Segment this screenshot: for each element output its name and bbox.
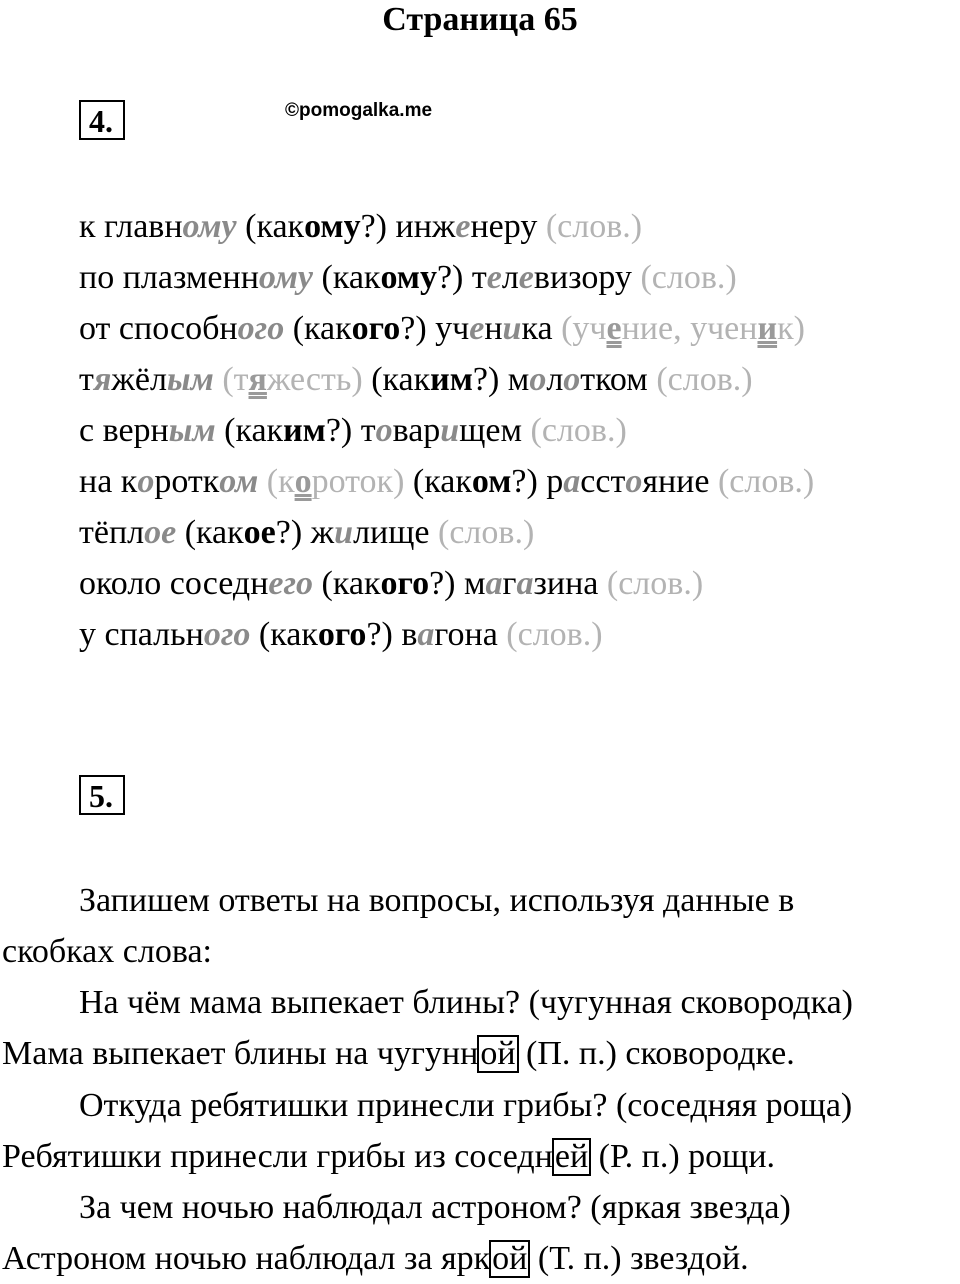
note-text: к)	[777, 310, 805, 347]
word-text: ?) т	[325, 412, 376, 449]
note-text: (т	[222, 361, 249, 398]
word-text: от способн	[79, 310, 238, 347]
word-text: вар	[392, 412, 441, 449]
word-text: г	[502, 565, 517, 602]
note-text: (слов.)	[606, 565, 704, 602]
word-text: по плазменн	[79, 259, 259, 296]
highlighted-ending: о	[375, 412, 393, 449]
word-text: щем	[459, 412, 531, 449]
word-text: около соседн	[79, 565, 269, 602]
highlighted-ending: е	[469, 310, 485, 347]
word-text: ?) м	[472, 361, 530, 398]
word-text: к главн	[79, 208, 183, 245]
note-text: (уч	[561, 310, 607, 347]
highlighted-ending: а	[516, 565, 534, 602]
word-text: т	[79, 361, 94, 398]
word-text: ом	[471, 463, 512, 500]
note-text: (слов.)	[656, 361, 753, 398]
word-text: л	[501, 259, 519, 296]
highlighted-ending: а	[417, 616, 435, 653]
task-4-line	[79, 615, 603, 655]
task-5-number: 5.	[79, 775, 125, 815]
word-text: гона	[434, 616, 507, 653]
answer-text: Мама выпекает блины на чугунн	[2, 1035, 479, 1072]
boxed-ending: ей	[552, 1138, 591, 1176]
highlighted-ending: ого	[237, 310, 285, 347]
word-text: ого	[351, 310, 401, 347]
answer-text: Астроном ночью наблюдал за ярк	[2, 1240, 491, 1277]
note-text: (слов.)	[506, 616, 603, 653]
task-4-line	[79, 360, 753, 400]
highlighted-ending: ому	[182, 208, 237, 245]
note-text: ние, учен	[621, 310, 758, 347]
boxed-ending: ой	[489, 1240, 530, 1278]
task-4-line	[79, 258, 737, 298]
note-text: роток)	[311, 463, 405, 500]
word-text: лище	[353, 514, 439, 551]
word-text: тёпл	[79, 514, 145, 551]
task-5-question: За чем ночью наблюдал астроном? (яркая звезда)	[79, 1189, 791, 1226]
task-5-intro-line-2: скобках слова:	[2, 933, 212, 970]
word-text: (как	[313, 565, 381, 602]
answer-text: (Т. п.) звездой.	[529, 1240, 749, 1277]
task-4-line	[79, 513, 534, 553]
word-text: я	[248, 361, 267, 398]
word-text: ?) т	[436, 259, 487, 296]
word-text: е	[606, 310, 622, 347]
task-5-question: На чём мама выпекает блины? (чугунная сковородка)	[79, 984, 853, 1021]
word-text: (как	[362, 361, 431, 398]
word-text	[258, 463, 267, 500]
word-text: ротк	[154, 463, 220, 500]
word-text: яние	[642, 463, 718, 500]
word-text: л	[546, 361, 564, 398]
word-text: ка	[521, 310, 562, 347]
word-text: ому	[380, 259, 437, 296]
boxed-ending: ой	[477, 1035, 518, 1073]
answer-text: (Р. п.) рощи.	[590, 1138, 776, 1175]
highlighted-ending: ым	[166, 361, 214, 398]
word-text: визору	[533, 259, 641, 296]
word-text: и	[757, 310, 778, 347]
word-text: (как	[313, 259, 381, 296]
word-text: ого	[380, 565, 430, 602]
note-text: (слов.)	[530, 412, 627, 449]
highlighted-ending: ого	[203, 616, 251, 653]
word-text: (как	[236, 208, 305, 245]
task-5-answer	[2, 1137, 775, 1177]
highlighted-ending: о	[563, 361, 581, 398]
word-text: им	[283, 412, 326, 449]
word-text: о	[294, 463, 312, 500]
note-text: жесть)	[266, 361, 363, 398]
note-text: (слов.)	[438, 514, 535, 551]
word-text: неру	[470, 208, 546, 245]
highlighted-ending: его	[268, 565, 314, 602]
word-text: н	[484, 310, 503, 347]
highlighted-ending: е	[486, 259, 502, 296]
highlighted-ending: ом	[219, 463, 259, 500]
word-text: ?) в	[366, 616, 418, 653]
highlighted-ending: о	[137, 463, 155, 500]
task-4-line	[79, 207, 642, 247]
highlighted-ending: о	[625, 463, 643, 500]
word-text: жёл	[111, 361, 167, 398]
word-text: ?) ж	[275, 514, 335, 551]
word-text: ?) р	[511, 463, 564, 500]
task-4-number: 4.	[79, 100, 125, 140]
task-5-question: Откуда ребятишки принесли грибы? (соседняя роща)	[79, 1087, 853, 1124]
word-text: ое	[243, 514, 276, 551]
highlighted-ending: и	[502, 310, 522, 347]
word-text: ому	[304, 208, 361, 245]
word-text: сст	[580, 463, 626, 500]
note-text: (слов.)	[545, 208, 643, 245]
task-4-line	[79, 411, 627, 451]
word-text: ?) уч	[400, 310, 470, 347]
word-text: (как	[250, 616, 318, 653]
highlighted-ending: и	[440, 412, 460, 449]
word-text: зина	[533, 565, 607, 602]
highlighted-ending: ому	[258, 259, 313, 296]
highlighted-ending: е	[455, 208, 471, 245]
copyright-watermark: ©pomogalka.me	[285, 100, 433, 121]
highlighted-ending: а	[485, 565, 503, 602]
word-text: у спальн	[79, 616, 204, 653]
highlighted-ending: е	[518, 259, 534, 296]
word-text: (как	[284, 310, 352, 347]
word-text: (как	[215, 412, 284, 449]
task-5-intro-line-1: Запишем ответы на вопросы, используя данные в	[79, 882, 795, 919]
task-4-line	[79, 564, 703, 604]
note-text: (слов.)	[640, 259, 737, 296]
word-text: им	[430, 361, 473, 398]
task-5-answer	[2, 1034, 795, 1074]
word-text: тком	[580, 361, 657, 398]
word-text: (как	[176, 514, 244, 551]
word-text: ?) м	[429, 565, 486, 602]
task-4-line	[79, 462, 814, 502]
highlighted-ending: ым	[168, 412, 216, 449]
note-text: (слов.)	[717, 463, 815, 500]
word-text: ?) инж	[360, 208, 456, 245]
word-text: ого	[317, 616, 367, 653]
page-title: Страница 65	[382, 1, 578, 38]
note-text: (к	[266, 463, 295, 500]
word-text: (как	[404, 463, 472, 500]
highlighted-ending: а	[563, 463, 581, 500]
task-5-answer	[2, 1239, 749, 1279]
word-text: на к	[79, 463, 138, 500]
highlighted-ending: и	[334, 514, 354, 551]
task-4-line	[79, 309, 805, 349]
word-text: с верн	[79, 412, 169, 449]
highlighted-ending: я	[93, 361, 112, 398]
answer-text: (П. п.) сковородке.	[517, 1035, 795, 1072]
answer-text: Ребятишки принесли грибы из соседн	[2, 1138, 553, 1175]
highlighted-ending: ое	[144, 514, 177, 551]
highlighted-ending: о	[529, 361, 547, 398]
